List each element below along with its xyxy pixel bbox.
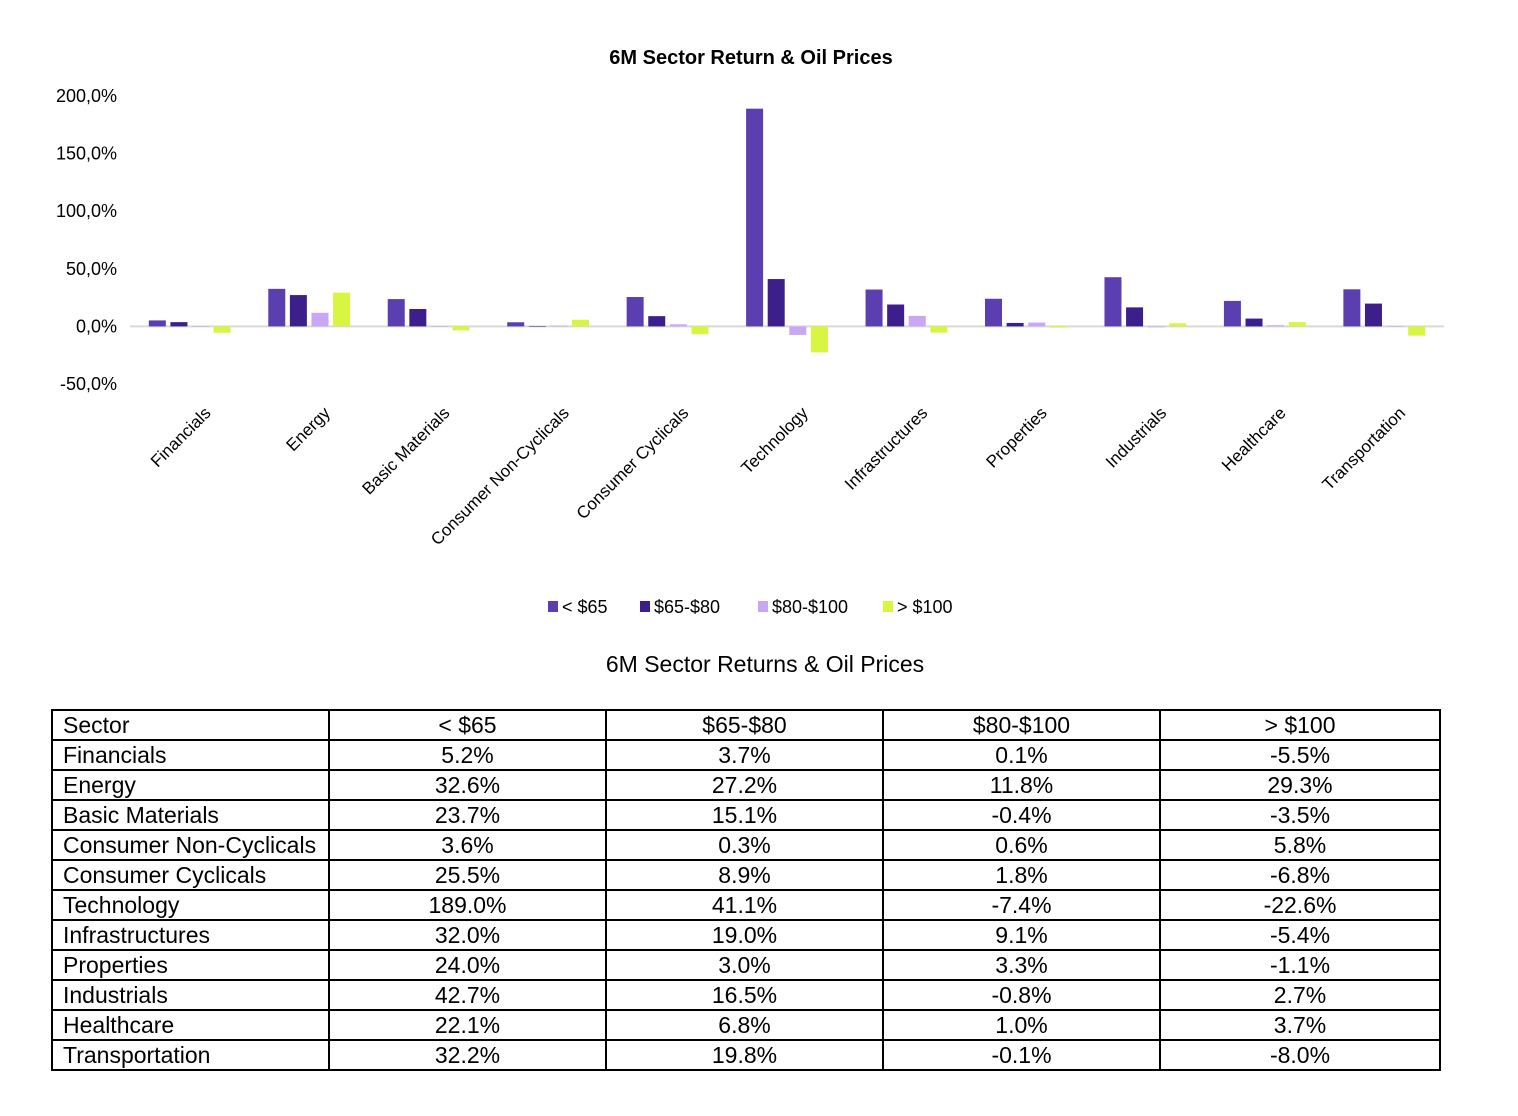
value-cell: 3.7% xyxy=(606,740,883,770)
bar xyxy=(409,309,426,326)
sector-cell: Consumer Non-Cyclicals xyxy=(52,830,329,860)
value-cell: -8.0% xyxy=(1160,1040,1440,1070)
value-cell: 2.7% xyxy=(1160,980,1440,1010)
data-table xyxy=(51,709,1441,1071)
table-header-cell: $65-$80 xyxy=(606,710,883,740)
sector-cell: Industrials xyxy=(52,980,329,1010)
bar xyxy=(431,326,448,327)
sector-cell: Infrastructures xyxy=(52,920,329,950)
y-tick-label: -50,0% xyxy=(59,374,117,394)
bar xyxy=(691,326,708,334)
value-cell: -0.8% xyxy=(883,980,1160,1010)
x-tick-label: Financials xyxy=(146,403,215,471)
legend-swatch xyxy=(548,601,558,612)
value-cell: 0.3% xyxy=(606,830,883,860)
x-tick-label: Transportation xyxy=(1318,403,1410,494)
bar xyxy=(1126,307,1143,326)
x-tick-label: Basic Materials xyxy=(358,403,454,499)
bar xyxy=(1267,325,1284,326)
y-tick-label: 150,0% xyxy=(55,143,117,164)
bar xyxy=(1028,323,1045,327)
value-cell: -7.4% xyxy=(883,890,1160,920)
table-header-cell: > $100 xyxy=(1160,710,1440,740)
table-title: 6M Sector Returns & Oil Prices xyxy=(605,651,925,677)
table-row xyxy=(52,770,1440,800)
sector-cell: Transportation xyxy=(52,1040,329,1070)
bar xyxy=(887,305,904,327)
y-tick-label: 0,0% xyxy=(75,316,117,337)
value-cell: 0.6% xyxy=(883,830,1160,860)
x-tick-label: Healthcare xyxy=(1218,403,1290,475)
bar xyxy=(1104,277,1121,326)
value-cell: 1.0% xyxy=(883,1010,1160,1040)
x-tick-label: Energy xyxy=(282,403,335,455)
legend-label: > $100 xyxy=(897,597,953,617)
x-tick-label: Consumer Non-Cyclicals xyxy=(427,403,573,550)
sector-cell: Healthcare xyxy=(52,1010,329,1040)
bar xyxy=(648,316,665,326)
bar xyxy=(214,326,231,332)
legend-label: $65-$80 xyxy=(654,597,721,617)
bar xyxy=(670,324,687,326)
value-cell: 41.1% xyxy=(606,890,883,920)
bar xyxy=(768,279,785,326)
value-cell: -5.4% xyxy=(1160,920,1440,950)
chart-legend xyxy=(548,597,953,617)
value-cell: -3.5% xyxy=(1160,800,1440,830)
table-row xyxy=(52,1040,1440,1070)
value-cell: 23.7% xyxy=(329,800,606,830)
x-tick-label: Technology xyxy=(737,403,812,478)
bar xyxy=(1224,301,1241,326)
bar xyxy=(1169,323,1186,326)
legend-label: < $65 xyxy=(562,597,608,617)
bar xyxy=(572,320,589,327)
y-tick-label: 200,0% xyxy=(55,86,117,106)
table-header-cell: $80-$100 xyxy=(883,710,1160,740)
value-cell: 24.0% xyxy=(329,950,606,980)
bar xyxy=(149,320,166,326)
bar xyxy=(789,326,806,335)
x-axis xyxy=(147,403,1409,549)
table-row xyxy=(52,950,1440,980)
table-body xyxy=(52,740,1440,1070)
value-cell: -0.1% xyxy=(883,1040,1160,1070)
value-cell: 3.6% xyxy=(329,830,606,860)
value-cell: -5.5% xyxy=(1160,740,1440,770)
table-row xyxy=(52,830,1440,860)
bar xyxy=(311,313,328,327)
bar xyxy=(388,299,405,326)
value-cell: 29.3% xyxy=(1160,770,1440,800)
bar xyxy=(1246,319,1263,327)
table-header-cell: Sector xyxy=(52,710,329,740)
value-cell: 22.1% xyxy=(329,1010,606,1040)
bar xyxy=(1007,323,1024,326)
y-tick-label: 50,0% xyxy=(65,258,117,279)
value-cell: 19.8% xyxy=(606,1040,883,1070)
value-cell: 3.0% xyxy=(606,950,883,980)
value-cell: 42.7% xyxy=(329,980,606,1010)
chart-title: 6M Sector Return & Oil Prices xyxy=(609,47,893,69)
value-cell: 9.1% xyxy=(883,920,1160,950)
bar xyxy=(290,295,307,326)
value-cell: 189.0% xyxy=(329,890,606,920)
table-row xyxy=(52,890,1440,920)
value-cell: 16.5% xyxy=(606,980,883,1010)
sector-cell: Energy xyxy=(52,770,329,800)
bar xyxy=(746,109,763,327)
bar xyxy=(985,299,1002,327)
value-cell: 6.8% xyxy=(606,1010,883,1040)
y-axis xyxy=(56,86,117,394)
table-header-cell: < $65 xyxy=(329,710,606,740)
value-cell: 3.3% xyxy=(883,950,1160,980)
table-row xyxy=(52,740,1440,770)
value-cell: 15.1% xyxy=(606,800,883,830)
bar xyxy=(529,326,546,327)
x-tick-label: Consumer Cyclicals xyxy=(572,403,693,524)
value-cell: 1.8% xyxy=(883,860,1160,890)
value-cell: 32.2% xyxy=(329,1040,606,1070)
bar xyxy=(453,326,470,330)
legend-swatch xyxy=(883,601,893,612)
bar xyxy=(1343,289,1360,326)
legend-label: $80-$100 xyxy=(772,597,849,617)
sector-cell: Properties xyxy=(52,950,329,980)
legend-swatch xyxy=(640,601,650,612)
sector-cell: Financials xyxy=(52,740,329,770)
bar xyxy=(866,290,883,327)
value-cell: 8.9% xyxy=(606,860,883,890)
table-row xyxy=(52,1010,1440,1040)
value-cell: 3.7% xyxy=(1160,1010,1440,1040)
value-cell: -22.6% xyxy=(1160,890,1440,920)
table-row xyxy=(52,860,1440,890)
bar xyxy=(192,326,209,327)
bar-series-group xyxy=(149,109,1425,353)
value-cell: -0.4% xyxy=(883,800,1160,830)
table-row xyxy=(52,980,1440,1010)
bar xyxy=(170,322,187,326)
value-cell: 0.1% xyxy=(883,740,1160,770)
table-row xyxy=(52,800,1440,830)
bar xyxy=(930,326,947,332)
bar xyxy=(1050,326,1067,327)
legend-swatch xyxy=(758,601,768,612)
bar xyxy=(507,322,524,326)
bar xyxy=(811,326,828,352)
value-cell: 11.8% xyxy=(883,770,1160,800)
y-tick-label: 100,0% xyxy=(55,201,117,222)
bar xyxy=(1387,326,1404,327)
table-header-row xyxy=(52,710,1440,740)
bar xyxy=(268,289,285,327)
value-cell: -1.1% xyxy=(1160,950,1440,980)
x-tick-label: Properties xyxy=(982,403,1051,472)
table-row xyxy=(52,920,1440,950)
value-cell: 32.6% xyxy=(329,770,606,800)
bar xyxy=(1289,322,1306,326)
value-cell: 19.0% xyxy=(606,920,883,950)
sector-cell: Basic Materials xyxy=(52,800,329,830)
value-cell: 5.2% xyxy=(329,740,606,770)
bar xyxy=(627,297,644,326)
value-cell: 5.8% xyxy=(1160,830,1440,860)
bar xyxy=(550,326,567,327)
x-tick-label: Industrials xyxy=(1101,403,1171,472)
value-cell: 32.0% xyxy=(329,920,606,950)
bar xyxy=(1365,304,1382,327)
value-cell: 27.2% xyxy=(606,770,883,800)
sector-cell: Consumer Cyclicals xyxy=(52,860,329,890)
bar xyxy=(1148,326,1165,327)
x-tick-label: Infrastructures xyxy=(841,403,932,494)
bar xyxy=(1408,326,1425,335)
sector-cell: Technology xyxy=(52,890,329,920)
value-cell: 25.5% xyxy=(329,860,606,890)
bar xyxy=(333,293,350,327)
bar xyxy=(909,316,926,326)
value-cell: -6.8% xyxy=(1160,860,1440,890)
